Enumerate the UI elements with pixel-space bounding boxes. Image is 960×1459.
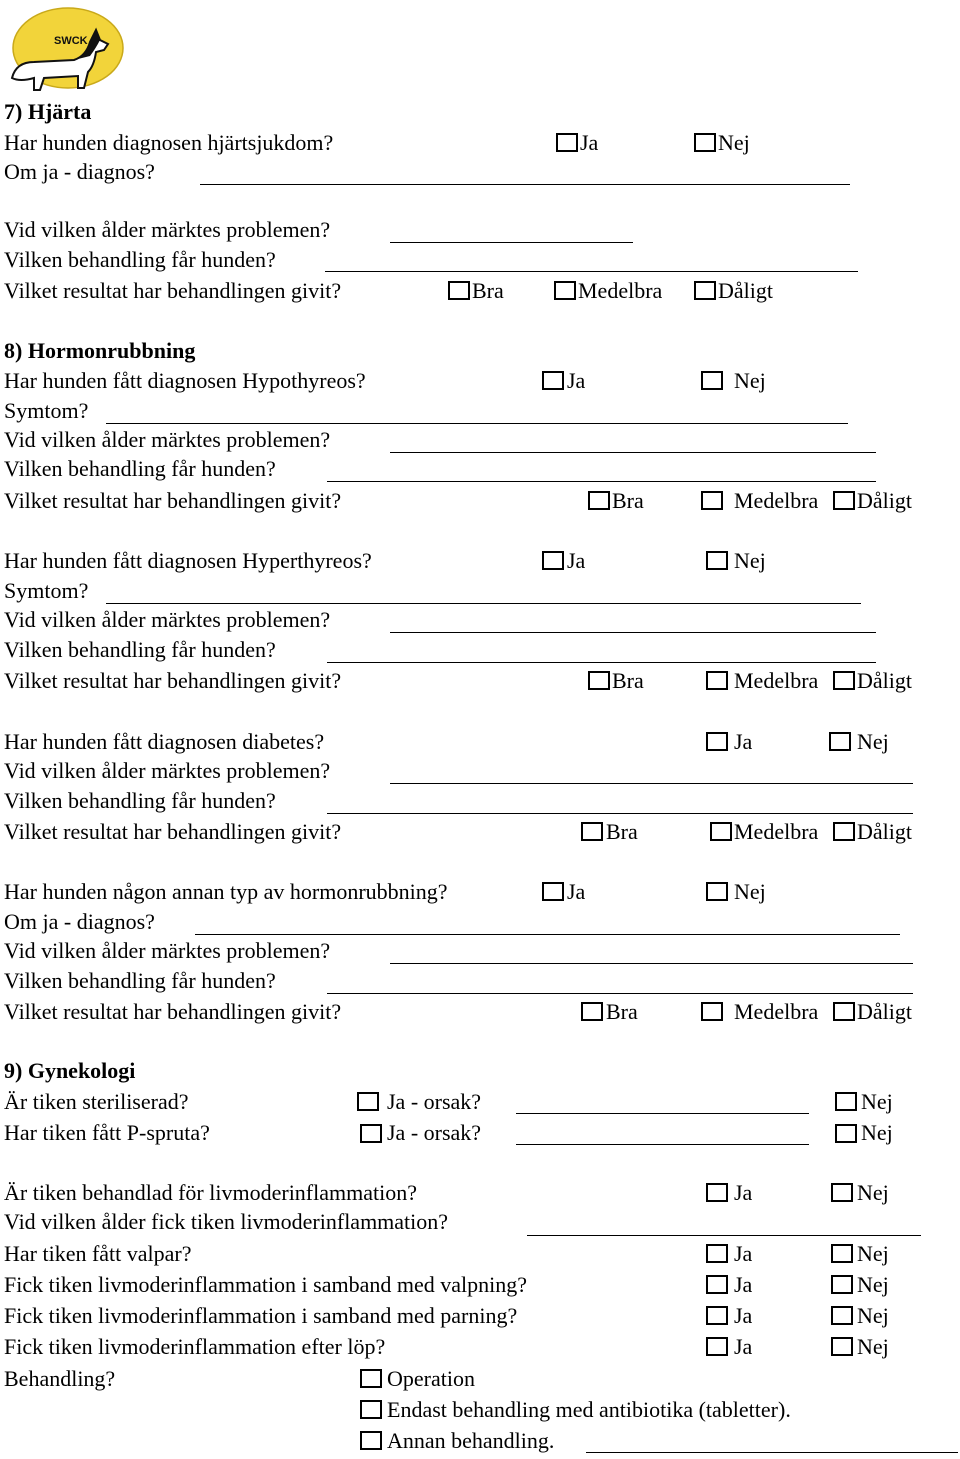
question-alder: Vid vilken ålder märktes problemen? (4, 607, 331, 632)
checkbox-steriliserad-nej[interactable] (835, 1092, 857, 1111)
option-label-bra: Bra (606, 819, 638, 844)
checkbox-pspruta-nej[interactable] (835, 1124, 857, 1143)
option-label-nej: Nej (857, 1303, 889, 1328)
question-resultat: Vilket resultat har behandlingen givit? (4, 999, 342, 1024)
option-label-medelbra: Medelbra (734, 819, 819, 844)
checkbox-annan-behandling[interactable] (360, 1431, 382, 1450)
option-label-ja: Ja (734, 729, 753, 754)
question-symtom: Symtom? (4, 578, 89, 603)
checkbox-livmoder-ja[interactable] (706, 1183, 728, 1202)
option-label-nej: Nej (857, 1241, 889, 1266)
section-heading-gynekologi: 9) Gynekologi (4, 1058, 136, 1083)
checkbox-diabetes-daligt[interactable] (833, 822, 855, 841)
answer-line-steriliserad-orsak[interactable] (516, 1113, 809, 1114)
checkbox-diabetes-bra[interactable] (581, 822, 603, 841)
option-label-bra: Bra (612, 668, 644, 693)
question-efter-lop: Fick tiken livmoderinflammation efter löp? (4, 1334, 386, 1359)
option-label-medelbra: Medelbra (734, 668, 819, 693)
answer-line-annan-alder[interactable] (390, 963, 913, 964)
answer-line-annan-behandling[interactable] (586, 1452, 958, 1453)
option-label-nej: Nej (734, 368, 766, 393)
question-hypothyreos: Har hunden fått diagnosen Hypothyreos? (4, 368, 366, 393)
checkbox-pspruta-ja[interactable] (360, 1124, 382, 1143)
checkbox-hypo-nej[interactable] (701, 371, 723, 390)
checkbox-hyper-bra[interactable] (588, 671, 610, 690)
option-label-ja: Ja (734, 1241, 753, 1266)
question-behandling-gyn: Behandling? (4, 1366, 116, 1391)
question-valpar: Har tiken fått valpar? (4, 1241, 192, 1266)
option-label-medelbra: Medelbra (734, 488, 819, 513)
option-label-ja-orsak: Ja - orsak? (387, 1089, 482, 1114)
option-label-daligt: Dåligt (857, 668, 912, 693)
option-label-daligt: Dåligt (857, 488, 912, 513)
checkbox-hyper-medelbra[interactable] (706, 671, 728, 690)
question-behandling: Vilken behandling får hunden? (4, 247, 276, 272)
question-behandling: Vilken behandling får hunden? (4, 456, 276, 481)
checkbox-parning-nej[interactable] (831, 1306, 853, 1325)
question-alder: Vid vilken ålder märktes problemen? (4, 758, 331, 783)
option-label-nej: Nej (734, 879, 766, 904)
question-alder: Vid vilken ålder märktes problemen? (4, 427, 331, 452)
option-label-daligt: Dåligt (718, 278, 773, 303)
question-annan-hormonrubbning: Har hunden någon annan typ av hormonrubbning? (4, 879, 448, 904)
question-behandling: Vilken behandling får hunden? (4, 968, 276, 993)
answer-line-hypo-symtom[interactable] (106, 423, 848, 424)
checkbox-diabetes-ja[interactable] (706, 732, 728, 751)
option-label-nej: Nej (857, 729, 889, 754)
checkbox-annan-ja[interactable] (542, 882, 564, 901)
option-label-daligt: Dåligt (857, 819, 912, 844)
answer-line-pspruta-orsak[interactable] (516, 1144, 809, 1145)
option-label-ja: Ja (580, 130, 599, 155)
option-label-bra: Bra (612, 488, 644, 513)
checkbox-operation[interactable] (360, 1369, 382, 1388)
option-label-operation: Operation (387, 1366, 475, 1391)
checkbox-valpning-ja[interactable] (706, 1275, 728, 1294)
question-hyperthyreos: Har hunden fått diagnosen Hyperthyreos? (4, 548, 372, 573)
option-label-antibiotika: Endast behandling med antibiotika (tabletter). (387, 1397, 791, 1422)
question-valpning: Fick tiken livmoderinflammation i samband med valpning? (4, 1272, 528, 1297)
question-om-ja-diagnos: Om ja - diagnos? (4, 159, 155, 184)
logo-text: SWCK (54, 35, 88, 47)
option-label-ja-orsak: Ja - orsak? (387, 1120, 482, 1145)
checkbox-valpning-nej[interactable] (831, 1275, 853, 1294)
question-resultat: Vilket resultat har behandlingen givit? (4, 819, 342, 844)
checkbox-lop-ja[interactable] (706, 1337, 728, 1356)
answer-line-hyper-alder[interactable] (390, 632, 876, 633)
checkbox-annan-bra[interactable] (581, 1002, 603, 1021)
question-resultat: Vilket resultat har behandlingen givit? (4, 278, 342, 303)
checkbox-hypo-medelbra[interactable] (701, 491, 723, 510)
checkbox-hjarta-daligt[interactable] (694, 281, 716, 300)
question-behandling: Vilken behandling får hunden? (4, 788, 276, 813)
question-resultat: Vilket resultat har behandlingen givit? (4, 668, 342, 693)
question-diabetes: Har hunden fått diagnosen diabetes? (4, 729, 325, 754)
checkbox-hjarta-medelbra[interactable] (554, 281, 576, 300)
answer-line-hjarta-diagnos[interactable] (200, 184, 850, 185)
option-label-ja: Ja (567, 548, 586, 573)
checkbox-steriliserad-ja[interactable] (357, 1092, 379, 1111)
question-alder: Vid vilken ålder märktes problemen? (4, 217, 331, 242)
question-resultat: Vilket resultat har behandlingen givit? (4, 488, 342, 513)
checkbox-hyper-daligt[interactable] (833, 671, 855, 690)
checkbox-hjarta-nej[interactable] (694, 133, 716, 152)
checkbox-valpar-ja[interactable] (706, 1244, 728, 1263)
question-symtom: Symtom? (4, 398, 89, 423)
section-heading-hjarta: 7) Hjärta (4, 99, 92, 124)
checkbox-parning-ja[interactable] (706, 1306, 728, 1325)
checkbox-hyper-ja[interactable] (542, 551, 564, 570)
checkbox-diabetes-medelbra[interactable] (710, 822, 732, 841)
option-label-ja: Ja (734, 1272, 753, 1297)
option-label-bra: Bra (606, 999, 638, 1024)
answer-line-hjarta-behandling[interactable] (325, 271, 858, 272)
option-label-ja: Ja (734, 1303, 753, 1328)
checkbox-hjarta-ja[interactable] (556, 133, 578, 152)
checkbox-hypo-ja[interactable] (542, 371, 564, 390)
answer-line-annan-behandling[interactable] (327, 993, 913, 994)
question-om-ja-diagnos: Om ja - diagnos? (4, 909, 155, 934)
answer-line-hyper-behandling[interactable] (327, 662, 876, 663)
checkbox-hyper-nej[interactable] (706, 551, 728, 570)
answer-line-hjarta-alder[interactable] (390, 242, 633, 243)
option-label-ja: Ja (567, 368, 586, 393)
option-label-nej: Nej (857, 1334, 889, 1359)
checkbox-valpar-nej[interactable] (831, 1244, 853, 1263)
checkbox-diabetes-nej[interactable] (829, 732, 851, 751)
question-alder: Vid vilken ålder märktes problemen? (4, 938, 331, 963)
option-label-bra: Bra (472, 278, 504, 303)
checkbox-annan-medelbra[interactable] (701, 1002, 723, 1021)
checkbox-annan-daligt[interactable] (833, 1002, 855, 1021)
checkbox-hypo-daligt[interactable] (833, 491, 855, 510)
question-parning: Fick tiken livmoderinflammation i samband med parning? (4, 1303, 518, 1328)
question-behandling: Vilken behandling får hunden? (4, 637, 276, 662)
answer-line-livmoder-alder[interactable] (527, 1235, 921, 1236)
question-livmoderinflammation: Är tiken behandlad för livmoderinflammation? (4, 1180, 417, 1205)
question-livmoder-alder: Vid vilken ålder fick tiken livmoderinflammation? (4, 1209, 449, 1234)
section-heading-hormonrubbning: 8) Hormonrubbning (4, 338, 196, 363)
option-label-nej: Nej (718, 130, 750, 155)
option-label-ja: Ja (567, 879, 586, 904)
question-p-spruta: Har tiken fått P-spruta? (4, 1120, 210, 1145)
option-label-annan-behandling: Annan behandling. (387, 1428, 555, 1453)
option-label-medelbra: Medelbra (734, 999, 819, 1024)
answer-line-hypo-behandling[interactable] (327, 481, 876, 482)
checkbox-lop-nej[interactable] (831, 1337, 853, 1356)
answer-line-hypo-alder[interactable] (390, 452, 876, 453)
answer-line-diabetes-alder[interactable] (390, 783, 913, 784)
question-hjartsjukdom: Har hunden diagnosen hjärtsjukdom? (4, 130, 334, 155)
checkbox-hypo-bra[interactable] (588, 491, 610, 510)
option-label-medelbra: Medelbra (578, 278, 663, 303)
option-label-nej: Nej (857, 1180, 889, 1205)
option-label-nej: Nej (857, 1272, 889, 1297)
checkbox-livmoder-nej[interactable] (831, 1183, 853, 1202)
answer-line-annan-diagnos[interactable] (195, 934, 900, 935)
option-label-ja: Ja (734, 1180, 753, 1205)
option-label-daligt: Dåligt (857, 999, 912, 1024)
option-label-nej: Nej (861, 1089, 893, 1114)
answer-line-diabetes-behandling[interactable] (327, 813, 913, 814)
option-label-nej: Nej (734, 548, 766, 573)
checkbox-annan-nej[interactable] (706, 882, 728, 901)
checkbox-hjarta-bra[interactable] (448, 281, 470, 300)
club-logo (4, 4, 124, 96)
checkbox-antibiotika[interactable] (360, 1400, 382, 1419)
option-label-ja: Ja (734, 1334, 753, 1359)
question-steriliserad: Är tiken steriliserad? (4, 1089, 189, 1114)
answer-line-hyper-symtom[interactable] (106, 603, 861, 604)
option-label-nej: Nej (861, 1120, 893, 1145)
